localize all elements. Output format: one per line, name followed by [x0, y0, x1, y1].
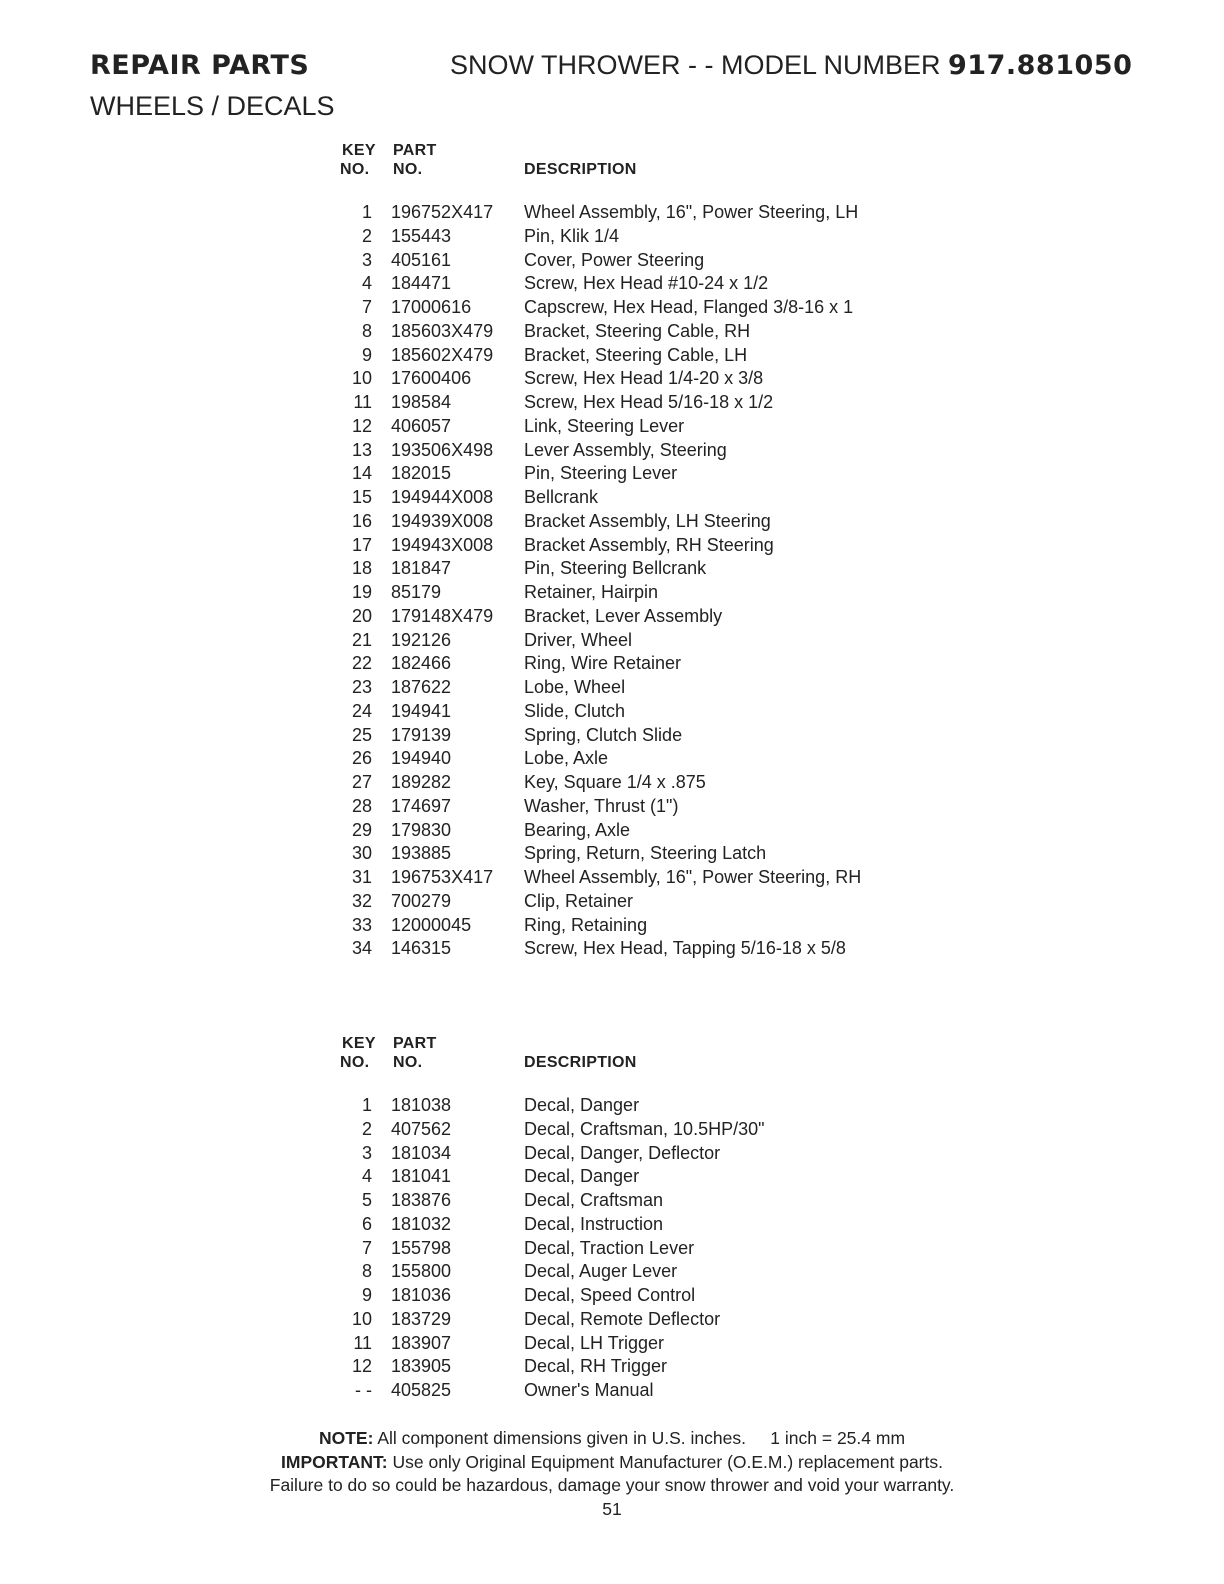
table-row [340, 249, 940, 273]
key-cell: 10 [351, 1308, 372, 1329]
key-cell: 23 [351, 677, 372, 697]
description-cell: Decal, Traction Lever [524, 1237, 695, 1258]
description-cell: Decal, Danger [524, 1166, 640, 1187]
key-cell: 29 [351, 819, 372, 840]
warning-text: Failure to do so could be hazardous, damage your snow thrower and void your warranty. [269, 1475, 955, 1495]
description-cell: Bellcrank [524, 487, 599, 507]
description-cell: Bracket, Steering Cable, LH [524, 344, 748, 365]
description-header: DESCRIPTION [524, 1054, 637, 1071]
repair-parts-heading: REPAIR PARTS [90, 50, 310, 81]
description-cell: Decal, LH Trigger [524, 1332, 665, 1353]
key-cell: 15 [351, 487, 372, 507]
table-row [340, 486, 940, 510]
table-row [340, 1355, 940, 1379]
key-cell: 9 [361, 344, 372, 365]
important-line [0, 1451, 1224, 1475]
key-header: KEY [342, 142, 376, 159]
part-number-cell: 182015 [391, 463, 452, 484]
part-number-cell: 185603X479 [391, 320, 494, 341]
description-cell: Bracket Assembly, LH Steering [524, 510, 771, 531]
table-row [340, 937, 940, 961]
description-cell: Decal, Instruction [524, 1213, 664, 1234]
table-row [340, 771, 940, 795]
part-number-cell: 407562 [391, 1118, 452, 1139]
table-row [340, 1189, 940, 1213]
part-number-cell: 196753X417 [391, 867, 494, 887]
key-cell: 12 [351, 1356, 372, 1377]
part-number-cell: 181038 [391, 1095, 452, 1115]
key-cell: 14 [351, 463, 372, 484]
table-row [340, 439, 940, 463]
description-cell: Bearing, Axle [524, 819, 631, 840]
table-row [340, 391, 940, 415]
description-cell: Decal, Danger, Deflector [524, 1142, 721, 1163]
part-number-cell: 174697 [391, 795, 452, 816]
table-row [340, 819, 940, 843]
key-header-no: NO. [340, 1054, 370, 1071]
part-number-cell: 406057 [391, 415, 452, 436]
key-cell: 19 [351, 582, 372, 602]
part-number-cell: 181032 [391, 1213, 452, 1234]
key-cell: 12 [351, 415, 372, 436]
description-cell: Key, Square 1/4 x .875 [524, 772, 706, 792]
key-cell: 21 [351, 629, 372, 650]
key-cell: 20 [351, 605, 372, 626]
key-cell: 16 [351, 510, 372, 531]
key-cell: 8 [361, 1261, 372, 1282]
description-cell: Screw, Hex Head 1/4-20 x 3/8 [524, 368, 764, 389]
important-label: IMPORTANT: [281, 1451, 388, 1472]
key-cell: 18 [351, 558, 372, 579]
key-cell: 31 [351, 867, 372, 887]
description-cell: Screw, Hex Head #10-24 x 1/2 [524, 273, 769, 294]
key-cell: 1 [361, 202, 372, 222]
part-number-cell: 185602X479 [391, 344, 494, 365]
table-row [340, 676, 940, 700]
table-row [340, 914, 940, 938]
key-cell: 2 [361, 225, 372, 246]
key-cell: 11 [353, 392, 372, 412]
table-row [340, 652, 940, 676]
part-number-cell: 155443 [391, 225, 452, 246]
part-number-cell: 182466 [391, 653, 452, 674]
table-row [340, 890, 940, 914]
description-cell: Pin, Klik 1/4 [524, 225, 620, 246]
section-title: WHEELS / DECALS [90, 91, 335, 121]
key-cell: 10 [351, 368, 372, 389]
description-header: DESCRIPTION [524, 161, 637, 178]
part-number-cell: 179830 [391, 819, 452, 840]
part-number-cell: 700279 [391, 890, 452, 911]
part-number-cell: 181041 [391, 1166, 452, 1187]
description-cell: Lobe, Axle [524, 748, 609, 769]
table-row [340, 1142, 940, 1166]
key-header: KEY [342, 1035, 376, 1052]
key-cell: 8 [361, 320, 372, 341]
model-heading [450, 50, 1132, 81]
part-header-no: NO. [393, 1054, 423, 1071]
table-row [340, 866, 940, 890]
note-line [0, 1427, 1224, 1451]
part-number-cell: 194940 [391, 748, 452, 769]
table-row [340, 534, 940, 558]
description-cell: Link, Steering Lever [524, 415, 685, 436]
part-number-cell: 192126 [391, 629, 452, 650]
key-cell: 7 [361, 1237, 372, 1258]
part-header: PART [393, 142, 437, 159]
description-cell: Pin, Steering Lever [524, 463, 678, 484]
note-conversion: 1 inch = 25.4 mm [770, 1428, 906, 1448]
description-cell: Pin, Steering Bellcrank [524, 558, 707, 579]
part-number-cell: 184471 [391, 273, 452, 294]
part-number-cell: 183905 [391, 1356, 452, 1377]
part-number-cell: 17600406 [391, 368, 472, 389]
table-row [340, 344, 940, 368]
key-cell: 9 [361, 1285, 372, 1305]
part-number-cell: 405161 [391, 249, 452, 270]
table-row [340, 1118, 940, 1142]
page-number: 51 [602, 1498, 622, 1519]
key-cell: 2 [361, 1118, 372, 1139]
description-cell: Spring, Return, Steering Latch [524, 843, 767, 864]
table-row [340, 462, 940, 486]
key-cell: 6 [361, 1213, 372, 1234]
table-row [340, 700, 940, 724]
table-row [340, 1260, 940, 1284]
model-number: 917.881050 [948, 50, 1133, 81]
description-cell: Slide, Clutch [524, 700, 626, 721]
table-rows [340, 1094, 940, 1403]
part-number-cell: 194943X008 [391, 534, 494, 555]
table-row [340, 605, 940, 629]
part-number-cell: 193885 [391, 843, 452, 864]
footer-notes [0, 1427, 1224, 1521]
key-cell: 33 [351, 914, 372, 935]
description-cell: Capscrew, Hex Head, Flanged 3/8-16 x 1 [524, 297, 854, 317]
description-cell: Ring, Wire Retainer [524, 653, 682, 674]
description-cell: Clip, Retainer [524, 890, 634, 911]
key-cell: 32 [351, 890, 372, 911]
part-number-cell: 179148X479 [391, 605, 494, 626]
decals-parts-table [340, 1034, 940, 1403]
description-cell: Decal, Craftsman, 10.5HP/30" [524, 1118, 765, 1139]
table-row [340, 1308, 940, 1332]
key-cell: 17 [351, 534, 372, 555]
key-cell: 34 [351, 938, 372, 959]
table-row [340, 629, 940, 653]
table-rows [340, 201, 940, 961]
part-number-cell: 155800 [391, 1261, 452, 1282]
key-cell: 26 [351, 748, 372, 769]
part-header: PART [393, 1035, 437, 1052]
key-cell: 27 [351, 772, 372, 792]
part-number-cell: 17000616 [391, 297, 472, 317]
model-prefix: SNOW THROWER - - MODEL NUMBER [450, 50, 941, 80]
description-cell: Driver, Wheel [524, 629, 633, 650]
important-text: Use only Original Equipment Manufacturer (O.E.M.) replacement parts. [392, 1451, 943, 1472]
table-row [340, 1213, 940, 1237]
description-cell: Decal, Danger [524, 1095, 640, 1115]
table-row [340, 842, 940, 866]
key-cell: 30 [351, 843, 372, 864]
description-cell: Washer, Thrust (1") [524, 795, 679, 816]
table-row [340, 1284, 940, 1308]
description-cell: Decal, Remote Deflector [524, 1308, 721, 1329]
part-number-cell: 12000045 [391, 914, 472, 935]
key-cell: 7 [361, 297, 372, 317]
description-cell: Decal, Auger Lever [524, 1261, 678, 1282]
table-row [340, 795, 940, 819]
key-cell: 4 [361, 1166, 372, 1187]
part-number-cell: 194939X008 [391, 510, 494, 531]
description-cell: Decal, RH Trigger [524, 1356, 668, 1377]
table-row [340, 510, 940, 534]
table-row [340, 225, 940, 249]
description-cell: Spring, Clutch Slide [524, 724, 683, 745]
description-cell: Owner's Manual [524, 1380, 654, 1400]
description-cell: Wheel Assembly, 16", Power Steering, RH [524, 867, 862, 887]
part-number-cell: 189282 [391, 772, 452, 792]
table-row [340, 747, 940, 771]
table-row [340, 1165, 940, 1189]
description-cell: Screw, Hex Head 5/16-18 x 1/2 [524, 392, 774, 412]
description-cell: Bracket, Lever Assembly [524, 605, 723, 626]
part-header-no: NO. [393, 161, 423, 178]
part-number-cell: 405825 [391, 1380, 452, 1400]
part-number-cell: 146315 [391, 938, 452, 959]
key-cell: 24 [351, 700, 372, 721]
part-number-cell: 183907 [391, 1332, 452, 1353]
description-cell: Wheel Assembly, 16", Power Steering, LH [524, 202, 859, 222]
part-number-cell: 183729 [391, 1308, 452, 1329]
key-cell: 5 [361, 1190, 372, 1210]
table-header [340, 1034, 940, 1074]
part-number-cell: 181847 [391, 558, 452, 579]
key-cell: 28 [351, 795, 372, 816]
key-cell: 4 [361, 273, 372, 294]
description-cell: Bracket Assembly, RH Steering [524, 534, 774, 555]
key-cell: 3 [361, 249, 372, 270]
part-number-cell: 181034 [391, 1142, 452, 1163]
part-number-cell: 85179 [391, 582, 442, 602]
description-cell: Retainer, Hairpin [524, 582, 659, 602]
part-number-cell: 194944X008 [391, 487, 494, 507]
part-number-cell: 181036 [391, 1285, 452, 1305]
description-cell: Decal, Speed Control [524, 1285, 696, 1305]
table-row [340, 581, 940, 605]
note-text: All component dimensions given in U.S. inches. [377, 1428, 746, 1448]
part-number-cell: 155798 [391, 1237, 452, 1258]
key-cell: 13 [351, 439, 372, 460]
description-cell: Lobe, Wheel [524, 677, 626, 697]
note-label: NOTE: [318, 1428, 374, 1448]
table-header [340, 141, 940, 181]
table-row [340, 201, 940, 225]
part-number-cell: 179139 [391, 724, 452, 745]
table-row [340, 320, 940, 344]
key-header-no: NO. [340, 161, 370, 178]
table-row [340, 415, 940, 439]
key-cell: 25 [351, 724, 372, 745]
part-number-cell: 196752X417 [391, 202, 494, 222]
description-cell: Lever Assembly, Steering [524, 439, 727, 460]
table-row [340, 1237, 940, 1261]
table-row [340, 367, 940, 391]
key-cell: 1 [361, 1095, 372, 1115]
table-row [340, 1379, 940, 1403]
table-row [340, 557, 940, 581]
part-number-cell: 187622 [391, 677, 452, 697]
table-row [340, 272, 940, 296]
table-row [340, 296, 940, 320]
description-cell: Bracket, Steering Cable, RH [524, 320, 751, 341]
table-row [340, 1094, 940, 1118]
part-number-cell: 193506X498 [391, 439, 494, 460]
key-cell: - - [355, 1380, 372, 1400]
key-cell: 11 [353, 1332, 372, 1353]
part-number-cell: 198584 [391, 392, 452, 412]
part-number-cell: 194941 [391, 700, 452, 721]
part-number-cell: 183876 [391, 1190, 452, 1210]
wheels-parts-table [340, 141, 940, 961]
description-cell: Screw, Hex Head, Tapping 5/16-18 x 5/8 [524, 938, 846, 959]
table-row [340, 724, 940, 748]
table-row [340, 1332, 940, 1356]
description-cell: Ring, Retaining [524, 914, 648, 935]
key-cell: 3 [361, 1142, 372, 1163]
description-cell: Cover, Power Steering [524, 249, 705, 270]
description-cell: Decal, Craftsman [524, 1190, 664, 1210]
key-cell: 22 [351, 653, 372, 674]
